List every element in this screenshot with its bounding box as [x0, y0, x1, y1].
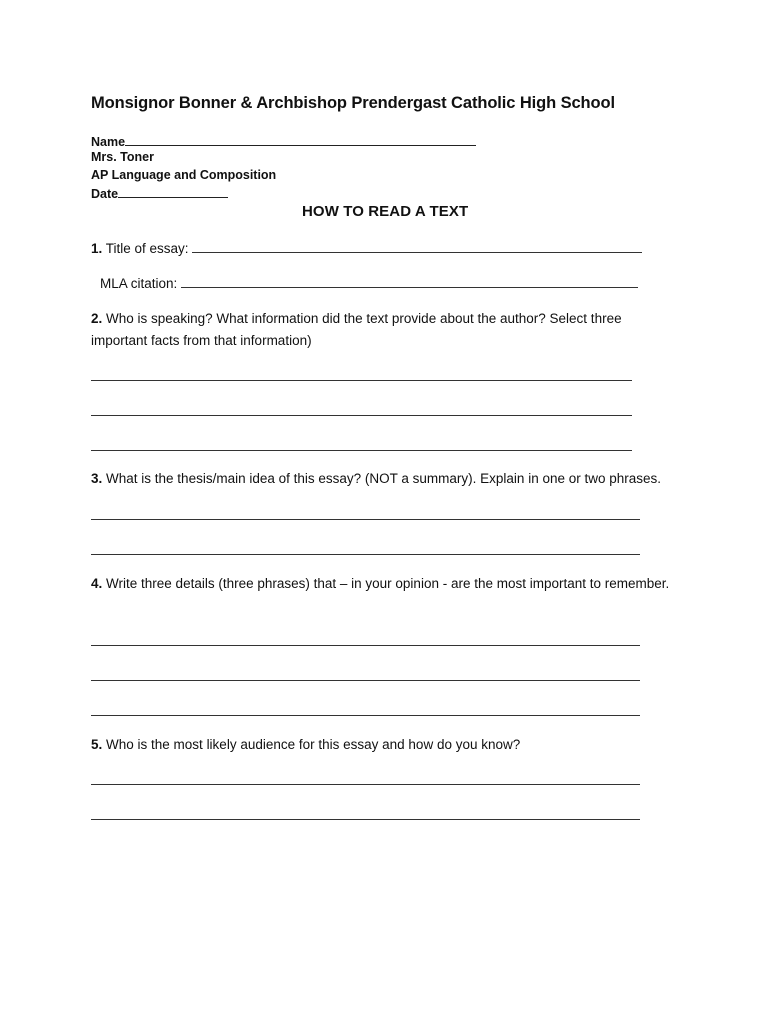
question-5 [91, 734, 520, 756]
name-field[interactable] [125, 133, 476, 146]
answer-line[interactable] [91, 380, 632, 381]
mla-citation-row [100, 273, 638, 295]
question-text: Who is speaking? What information did the text provide about the author? Select three important facts from that information) [91, 311, 622, 348]
name-label: Name [91, 135, 126, 149]
answer-line[interactable] [91, 784, 640, 785]
course-name: AP Language and Composition [91, 168, 277, 182]
question-3 [91, 468, 661, 490]
question-number: 3. [91, 471, 103, 486]
page-title: HOW TO READ A TEXT [302, 203, 469, 220]
answer-line[interactable] [91, 645, 640, 646]
name-row [91, 133, 476, 150]
question-number: 4. [91, 576, 103, 591]
question-text: MLA citation: [100, 276, 178, 291]
question-text: What is the thesis/main idea of this essay? (NOT a summary). Explain in one or two phrases. [106, 471, 662, 486]
question-1 [91, 238, 642, 260]
answer-line[interactable] [91, 554, 640, 555]
question-2 [91, 308, 676, 352]
question-text: Who is the most likely audience for this essay and how do you know? [106, 737, 521, 752]
date-row [91, 185, 228, 202]
question-number: 1. [91, 241, 103, 256]
question-number: 5. [91, 737, 103, 752]
date-label: Date [91, 187, 119, 201]
question-4 [91, 573, 676, 595]
school-name: Monsignor Bonner & Archbishop Prendergast Catholic High School [91, 94, 615, 112]
answer-line[interactable] [91, 680, 640, 681]
answer-line[interactable] [91, 415, 632, 416]
answer-line[interactable] [91, 819, 640, 820]
date-field[interactable] [118, 185, 228, 198]
teacher-name: Mrs. Toner [91, 150, 154, 164]
question-text: Title of essay: [105, 241, 189, 256]
answer-line[interactable] [91, 715, 640, 716]
answer-line[interactable] [91, 450, 632, 451]
essay-title-field[interactable] [192, 239, 642, 253]
mla-citation-field[interactable] [181, 274, 638, 288]
answer-line[interactable] [91, 519, 640, 520]
question-text: Write three details (three phrases) that – in your opinion - are the most important to remember. [106, 576, 670, 591]
question-number: 2. [91, 311, 103, 326]
